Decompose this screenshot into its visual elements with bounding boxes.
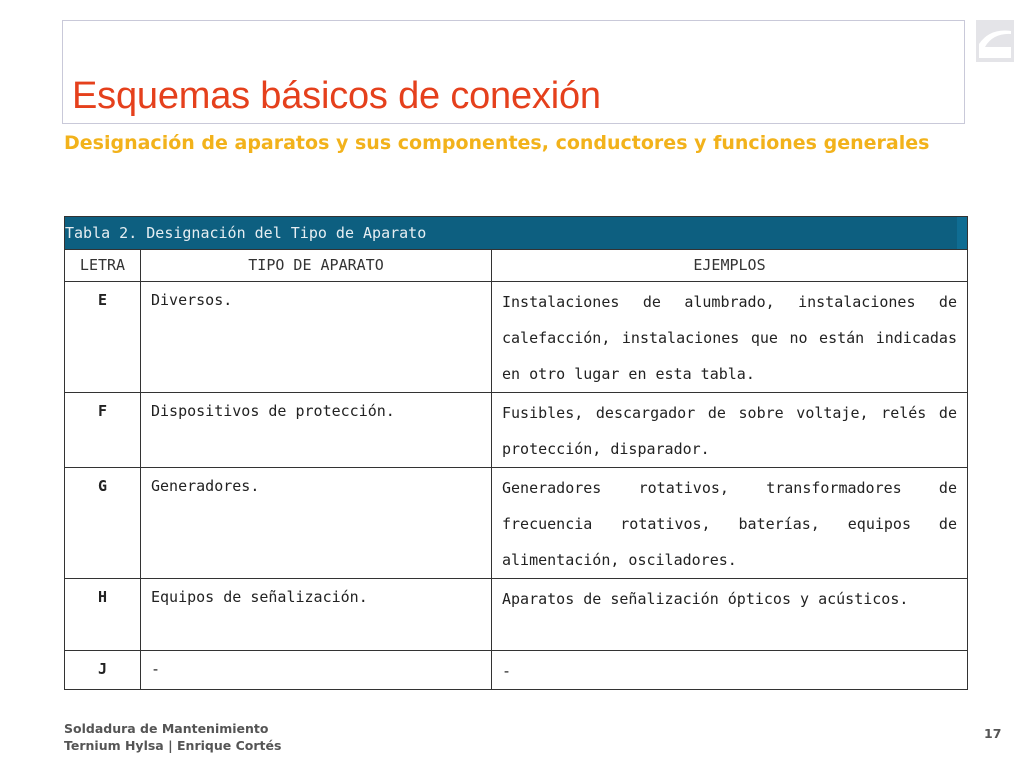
row-examples: Instalaciones de alumbrado, instalaciones de calefacción, instalaciones que no están indicadas en otro lugar en esta tabla. [492,282,968,393]
page-number: 17 [984,726,1002,741]
table-caption-row [65,217,968,250]
row-type: Diversos. [141,282,492,393]
footer-course: Soldadura de Mantenimiento [64,721,269,736]
table-row [65,651,968,690]
table-header-row [65,250,968,282]
row-type: Equipos de señalización. [141,579,492,651]
row-letter: H [65,579,141,651]
table-row [65,393,968,468]
table-row [65,579,968,651]
row-letter: F [65,393,141,468]
header-letter: LETRA [65,250,141,282]
row-letter: G [65,468,141,579]
designation-table [64,216,968,690]
table-row [65,468,968,579]
slide-title: Esquemas básicos de conexión [72,75,601,117]
footer-author: Ternium Hylsa | Enrique Cortés [64,738,282,753]
header-type: TIPO DE APARATO [141,250,492,282]
row-examples: Aparatos de señalización ópticos y acústicos. [492,579,968,651]
header-examples: EJEMPLOS [492,250,968,282]
row-type: Generadores. [141,468,492,579]
row-letter: J [65,651,141,690]
row-type: Dispositivos de protección. [141,393,492,468]
brand-logo-icon [976,20,1014,62]
row-type: - [141,651,492,690]
row-letter: E [65,282,141,393]
footer [64,720,281,754]
row-examples: - [492,651,968,690]
row-examples: Fusibles, descargador de sobre voltaje, relés de protección, disparador. [492,393,968,468]
table-row [65,282,968,393]
slide-subtitle: Designación de aparatos y sus componentes, conductores y funciones generales [64,132,930,154]
row-examples: Generadores rotativos, transformadores de frecuencia rotativos, baterías, equipos de alimentación, osciladores. [492,468,968,579]
table-caption: Tabla 2. Designación del Tipo de Aparato [65,217,967,249]
